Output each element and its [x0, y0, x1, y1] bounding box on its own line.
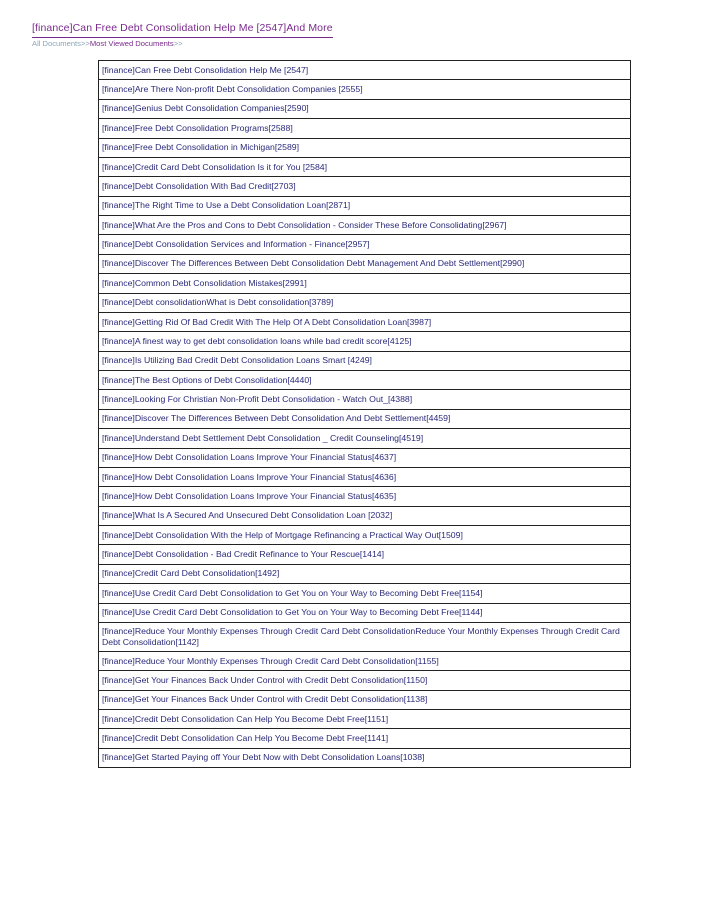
list-item: [99, 468, 630, 487]
list-item: [99, 410, 630, 429]
breadcrumb-trailing-separator: >>: [173, 39, 183, 48]
document-link[interactable]: [finance]Get Started Paying off Your Debt Now with Debt Consolidation Loans[1038]: [102, 752, 425, 763]
list-item: [99, 729, 630, 748]
list-item: [99, 61, 630, 80]
document-link[interactable]: [finance]The Best Options of Debt Consolidation[4440]: [102, 374, 312, 385]
list-item: [99, 671, 630, 690]
list-item: [99, 119, 630, 138]
list-item: [99, 294, 630, 313]
list-item: [99, 749, 630, 768]
document-link[interactable]: [finance]Debt Consolidation Services and Information - Finance[2957]: [102, 239, 370, 250]
page-title: [finance]Can Free Debt Consolidation Help Me [2547]And More: [32, 22, 333, 38]
document-link[interactable]: [finance]Looking For Christian Non-Profit Debt Consolidation - Watch Out_[4388]: [102, 394, 413, 405]
document-link[interactable]: [finance]Reduce Your Monthly Expenses Through Credit Card Debt Consolidation[1155]: [102, 655, 439, 666]
list-item: [99, 352, 630, 371]
list-item: [99, 216, 630, 235]
document-link[interactable]: [finance]Free Debt Consolidation in Michigan[2589]: [102, 142, 300, 153]
document-link[interactable]: [finance]Genius Debt Consolidation Companies[2590]: [102, 103, 309, 114]
document-link[interactable]: [finance]Credit Card Debt Consolidation Is it for You [2584]: [102, 161, 328, 172]
list-item: [99, 255, 630, 274]
list-item: [99, 371, 630, 390]
document-link[interactable]: [finance]Can Free Debt Consolidation Help Me [2547]: [102, 64, 309, 75]
list-item: [99, 390, 630, 409]
document-link[interactable]: [finance]Free Debt Consolidation Programs[2588]: [102, 122, 293, 133]
document-link[interactable]: [finance]What Are the Pros and Cons to Debt Consolidation - Consider These Before Consolidating[2967]: [102, 219, 507, 230]
list-item: [99, 710, 630, 729]
list-item: [99, 604, 630, 623]
document-link[interactable]: [finance]Get Your Finances Back Under Control with Credit Debt Consolidation[1138]: [102, 694, 428, 705]
breadcrumb-separator: >>: [80, 39, 90, 48]
list-item: [99, 565, 630, 584]
document-link[interactable]: [finance]Credit Debt Consolidation Can Help You Become Debt Free[1151]: [102, 713, 389, 724]
list-item: [99, 313, 630, 332]
list-item: [99, 177, 630, 196]
list-item: [99, 332, 630, 351]
document-link[interactable]: [finance]How Debt Consolidation Loans Improve Your Financial Status[4637]: [102, 452, 397, 463]
document-link[interactable]: [finance]Getting Rid Of Bad Credit With The Help Of A Debt Consolidation Loan[3987]: [102, 316, 432, 327]
breadcrumb: [32, 39, 183, 48]
document-list: [98, 60, 631, 768]
list-item: [99, 623, 630, 652]
list-item: [99, 652, 630, 671]
document-link[interactable]: [finance]Debt Consolidation With Bad Credit[2703]: [102, 180, 296, 191]
document-link[interactable]: [finance]How Debt Consolidation Loans Improve Your Financial Status[4636]: [102, 471, 397, 482]
document-link[interactable]: [finance]Is Utilizing Bad Credit Debt Consolidation Loans Smart [4249]: [102, 355, 372, 366]
document-link[interactable]: [finance]What Is A Secured And Unsecured Debt Consolidation Loan [2032]: [102, 510, 393, 521]
list-item: [99, 274, 630, 293]
list-item: [99, 100, 630, 119]
document-link[interactable]: [finance]The Right Time to Use a Debt Consolidation Loan[2871]: [102, 200, 351, 211]
document-link[interactable]: [finance]A finest way to get debt consolidation loans while bad credit score[4125]: [102, 335, 412, 346]
document-link[interactable]: [finance]Understand Debt Settlement Debt Consolidation _ Credit Counseling[4519]: [102, 432, 424, 443]
list-item: [99, 139, 630, 158]
list-item: [99, 487, 630, 506]
document-link[interactable]: [finance]Debt Consolidation - Bad Credit Refinance to Your Rescue[1414]: [102, 549, 385, 560]
document-link[interactable]: [finance]How Debt Consolidation Loans Improve Your Financial Status[4635]: [102, 490, 397, 501]
document-link[interactable]: [finance]Credit Card Debt Consolidation[1492]: [102, 568, 280, 579]
document-link[interactable]: [finance]Debt Consolidation With the Help of Mortgage Refinancing a Practical Way Out[1509]: [102, 529, 463, 540]
document-link[interactable]: [finance]Credit Debt Consolidation Can Help You Become Debt Free[1141]: [102, 733, 389, 744]
list-item: [99, 545, 630, 564]
list-item: [99, 158, 630, 177]
list-item: [99, 526, 630, 545]
list-item: [99, 449, 630, 468]
document-link[interactable]: [finance]Discover The Differences Between Debt Consolidation And Debt Settlement[4459]: [102, 413, 451, 424]
document-link[interactable]: [finance]Use Credit Card Debt Consolidation to Get You on Your Way to Becoming Debt Free[1154]: [102, 587, 483, 598]
list-item: [99, 197, 630, 216]
document-link[interactable]: [finance]Are There Non-profit Debt Consolidation Companies [2555]: [102, 84, 363, 95]
document-link[interactable]: [finance]Use Credit Card Debt Consolidation to Get You on Your Way to Becoming Debt Free[1144]: [102, 607, 483, 618]
breadcrumb-all-documents-link[interactable]: All Documents: [32, 39, 81, 48]
list-item: [99, 691, 630, 710]
document-link[interactable]: [finance]Common Debt Consolidation Mistakes[2991]: [102, 277, 307, 288]
document-link[interactable]: [finance]Discover The Differences Between Debt Consolidation Debt Management And Debt Settlement[2990]: [102, 258, 525, 269]
list-item: [99, 80, 630, 99]
list-item: [99, 235, 630, 254]
list-item: [99, 429, 630, 448]
breadcrumb-most-viewed-link[interactable]: Most Viewed Documents: [89, 39, 174, 48]
list-item: [99, 584, 630, 603]
document-link[interactable]: [finance]Debt consolidationWhat is Debt consolidation[3789]: [102, 297, 334, 308]
document-link[interactable]: [finance]Get Your Finances Back Under Control with Credit Debt Consolidation[1150]: [102, 674, 428, 685]
document-link[interactable]: [finance]Reduce Your Monthly Expenses Through Credit Card Debt ConsolidationReduce Your Monthly Expenses Through Credit Card Debt Consolidation[1142]: [102, 625, 620, 647]
list-item: [99, 507, 630, 526]
